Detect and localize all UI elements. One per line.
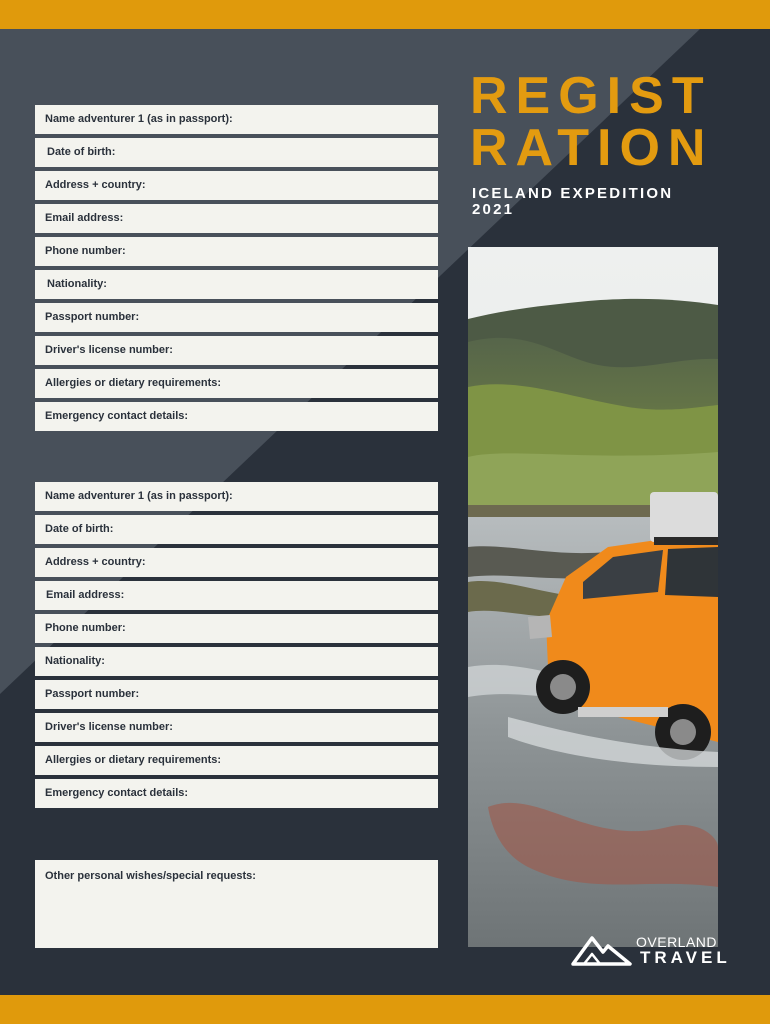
form2-allergies-field[interactable] [35,746,438,775]
form1-nationality-field[interactable] [35,270,438,299]
field-label: Allergies or dietary requirements: [45,377,222,389]
field-label: Nationality: [45,655,105,667]
form2-email-field[interactable] [35,581,438,610]
field-label: Date of birth: [45,523,114,535]
field-label: Passport number: [45,311,140,323]
title-line-2: RATION [470,119,714,177]
field-label: Other personal wishes/special requests: [45,870,256,882]
form1-phone-field[interactable] [35,237,438,266]
form1-email-field[interactable] [35,204,438,233]
form1-dob-field[interactable] [35,138,438,167]
form1-license-field[interactable] [35,336,438,365]
title-line-1: REGIST [470,67,712,125]
field-label: Date of birth: [47,146,116,158]
form2-phone-field[interactable] [35,614,438,643]
field-label: Allergies or dietary requirements: [45,754,222,766]
form1-passport-field[interactable] [35,303,438,332]
field-label: Email address: [45,212,124,224]
subtitle-line-1: ICELAND EXPEDITION [472,185,674,202]
field-label: Address + country: [45,556,146,568]
form2-name-field[interactable] [35,482,438,511]
field-label: Nationality: [47,278,107,290]
form2-emergency-field[interactable] [35,779,438,808]
form1-emergency-field[interactable] [35,402,438,431]
top-accent-bar [0,0,770,29]
page-title [470,67,714,177]
field-label: Email address: [46,589,125,601]
field-label: Emergency contact details: [45,787,189,799]
form1-name-field[interactable] [35,105,438,134]
field-label: Emergency contact details: [45,410,189,422]
form2-passport-field[interactable] [35,680,438,709]
field-label: Driver's license number: [45,344,173,356]
form1-address-field[interactable] [35,171,438,200]
field-label: Name adventurer 1 (as in passport): [45,113,233,125]
form2-nationality-field[interactable] [35,647,438,676]
field-label: Phone number: [45,245,126,257]
page-subtitle [472,186,732,218]
subtitle-line-2: 2021 [472,201,515,218]
logo-text-overland: OVERLAND [636,934,718,950]
expedition-photo [468,247,718,947]
form1-allergies-field[interactable] [35,369,438,398]
form2-license-field[interactable] [35,713,438,742]
field-label: Address + country: [45,179,146,191]
special-requests-field[interactable] [35,860,438,948]
bottom-accent-bar [0,995,770,1024]
form2-dob-field[interactable] [35,515,438,544]
field-label: Driver's license number: [45,721,173,733]
logo-text-travel: TRAVEL [640,948,731,967]
form2-address-field[interactable] [35,548,438,577]
field-label: Passport number: [45,688,140,700]
field-label: Phone number: [45,622,126,634]
field-label: Name adventurer 1 (as in passport): [45,490,233,502]
